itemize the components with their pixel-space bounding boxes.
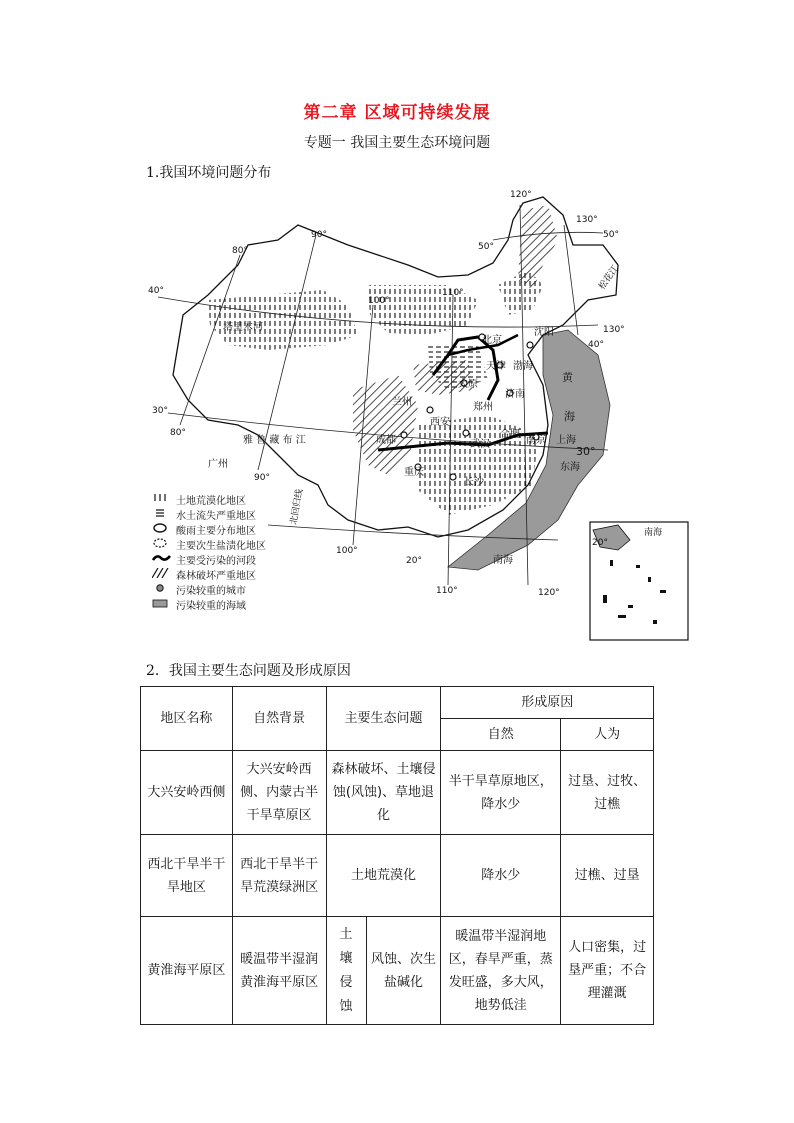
- forest-destruction-area: [518, 205, 558, 290]
- svg-text:济南: 济南: [505, 389, 525, 400]
- section2-heading: 2．我国主要生态问题及形成原因: [146, 663, 351, 679]
- legend-item: 主要受污染的河段: [152, 552, 266, 567]
- svg-text:北回归线: 北回归线: [289, 488, 306, 526]
- svg-text:兰州: 兰州: [392, 397, 412, 408]
- svg-text:80°: 80°: [170, 428, 186, 438]
- svg-text:西安: 西安: [430, 417, 450, 428]
- table-row: [141, 835, 654, 917]
- svg-text:20°: 20°: [406, 556, 422, 566]
- header-problem: 主要生态问题: [326, 687, 441, 751]
- cell-region: 大兴安岭西侧: [141, 751, 233, 835]
- svg-text:合肥: 合肥: [500, 429, 520, 440]
- svg-text:武汉: 武汉: [470, 439, 490, 450]
- svg-text:130°: 130°: [576, 215, 598, 225]
- svg-text:渤海: 渤海: [513, 361, 533, 372]
- svg-text:20°: 20°: [592, 538, 608, 548]
- header-background: 自然背景: [232, 687, 326, 751]
- svg-text:广州: 广州: [208, 459, 228, 470]
- svg-text:海: 海: [564, 410, 575, 423]
- acid-rain-area: [418, 415, 538, 515]
- cell-problem-main: 土壤侵蚀: [326, 917, 366, 1025]
- thick-wave-icon: [152, 553, 176, 566]
- cell-background: 大兴安岭西侧、内蒙古半干旱草原区: [232, 751, 326, 835]
- legend-item: 主要次生盐渍化地区: [152, 537, 266, 552]
- header-region: 地区名称: [141, 687, 233, 751]
- svg-text:成都: 成都: [376, 435, 396, 446]
- svg-text:110°: 110°: [436, 586, 458, 596]
- legend-item: 污染较重的海域: [152, 597, 266, 612]
- svg-text:太原: 太原: [458, 379, 478, 390]
- cell-human: 过樵、过垦: [561, 835, 654, 917]
- svg-text:30°: 30°: [576, 445, 596, 458]
- svg-text:100°: 100°: [336, 546, 358, 556]
- header-cause: 形成原因: [441, 687, 654, 719]
- svg-text:东海: 东海: [560, 462, 580, 473]
- header-human: 人为: [561, 719, 654, 751]
- table-header-row: [141, 687, 654, 719]
- legend-item: 土地荒漠化地区: [152, 492, 266, 507]
- svg-text:130°: 130°: [603, 325, 625, 335]
- cell-natural: 暖温带半湿润地区，春旱严重，蒸发旺盛，多大风，地势低洼: [441, 917, 561, 1025]
- svg-text:塔里木河: 塔里木河: [223, 322, 263, 333]
- svg-text:重庆: 重庆: [404, 467, 424, 478]
- cell-natural: 半干旱草原地区，降水少: [441, 751, 561, 835]
- svg-text:上海: 上海: [556, 435, 576, 446]
- cell-problem: 森林破坏、土壤侵蚀(风蚀)、草地退化: [326, 751, 441, 835]
- svg-text:松花江: 松花江: [597, 263, 621, 292]
- horizontal-dash-icon: [152, 508, 176, 521]
- svg-text:沈阳: 沈阳: [534, 327, 554, 338]
- svg-text:90°: 90°: [311, 230, 327, 240]
- svg-text:50°: 50°: [478, 242, 494, 252]
- svg-text:30°: 30°: [152, 406, 168, 416]
- ecology-problem-table: [140, 686, 654, 1025]
- svg-text:110°: 110°: [442, 288, 464, 298]
- legend-item: 酸雨主要分布地区: [152, 522, 266, 537]
- svg-text:40°: 40°: [148, 286, 164, 296]
- svg-text:100°: 100°: [368, 296, 390, 306]
- svg-text:黄: 黄: [562, 371, 573, 384]
- map-legend: [152, 492, 266, 612]
- legend-item: 污染较重的城市: [152, 582, 266, 597]
- chapter-title: 第二章 区域可持续发展: [303, 103, 491, 123]
- svg-text:南京: 南京: [526, 435, 546, 446]
- ellipse-icon: [152, 523, 176, 536]
- cell-problem: 土地荒漠化: [326, 835, 441, 917]
- svg-text:长沙: 长沙: [464, 477, 484, 488]
- cell-human: 人口密集，过垦严重；不合理灌溉: [561, 917, 654, 1025]
- section-subtitle: 专题一 我国主要生态环境问题: [303, 135, 491, 151]
- cell-natural: 降水少: [441, 835, 561, 917]
- svg-text:南海: 南海: [493, 555, 513, 566]
- legend-item: 森林破坏严重地区: [152, 567, 266, 582]
- svg-text:120°: 120°: [538, 588, 560, 598]
- cell-problem-sub: 风蚀、次生盐碱化: [366, 917, 441, 1025]
- dot-circle-icon: [152, 583, 176, 596]
- svg-text:北京: 北京: [482, 335, 502, 346]
- cell-region: 黄淮海平原区: [141, 917, 233, 1025]
- dashed-ellipse-icon: [152, 538, 176, 551]
- section1-heading: 1.我国环境问题分布: [146, 165, 272, 181]
- diagonal-hatch-icon: [152, 568, 176, 581]
- svg-text:90°: 90°: [254, 473, 270, 483]
- table-row: [141, 917, 654, 1025]
- svg-text:120°: 120°: [510, 190, 532, 200]
- cell-region: 西北干旱半干旱地区: [141, 835, 233, 917]
- dotted-vertical-icon: [152, 493, 176, 506]
- svg-text:雅 鲁 藏 布 江: 雅 鲁 藏 布 江: [243, 435, 306, 446]
- legend-item: 水土流失严重地区: [152, 507, 266, 522]
- svg-text:郑州: 郑州: [473, 402, 493, 413]
- gray-rect-icon: [152, 598, 176, 611]
- svg-text:天津: 天津: [486, 361, 506, 372]
- header-natural: 自然: [441, 719, 561, 751]
- svg-text:80°: 80°: [232, 246, 248, 256]
- cell-human: 过垦、过牧、过樵: [561, 751, 654, 835]
- cell-background: 西北干旱半干旱荒漠绿洲区: [232, 835, 326, 917]
- svg-text:南海: 南海: [644, 528, 663, 538]
- table-row: [141, 751, 654, 835]
- cell-background: 暖温带半湿润黄淮海平原区: [232, 917, 326, 1025]
- svg-text:50°: 50°: [603, 230, 619, 240]
- svg-text:40°: 40°: [588, 340, 604, 350]
